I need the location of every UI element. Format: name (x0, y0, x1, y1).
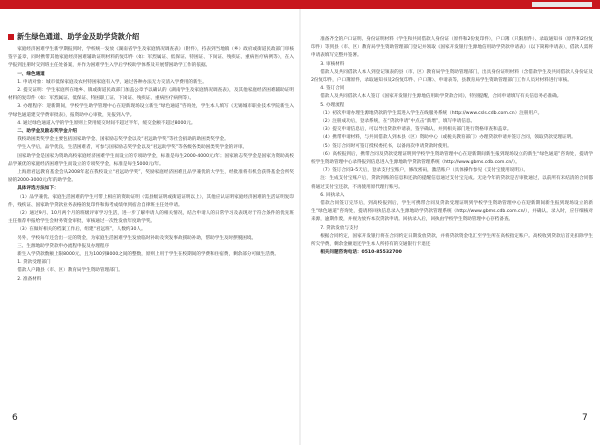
section-title (8, 32, 294, 42)
body-paragraph: （3）提交申请信息后，可以导出贷款申请表，签字确认，并到相关部门进行资格审查和盖章。 (320, 127, 512, 133)
page-number-left: 6 (12, 413, 18, 423)
body-paragraph: 1. 贷款受理部门 (17, 260, 51, 266)
body-paragraph: 另外，学校每年还会出一定的资金，为家庭生活困难学生发放临时补助及突发事故援助补助，帮助学生及时摆脱困境。 (17, 235, 257, 241)
body-paragraph: （3）在做好相关的档案工作后，组建“君远班”，人数约30人。 (17, 227, 146, 233)
body-paragraph: （5）签订合同时可签订授权委托书，以备再次申请贷款时使用。 (320, 143, 452, 149)
left-page (8, 32, 294, 284)
body-paragraph: 借款合同签订完毕后，到高校报到后，学生可携带合同及贷款受理证明到学校学生资助管理中心在迎新期间新生报到现场设立的新生“绿色通道”咨询处，提请将回执信息录入生源地助学贷款管理系统（http://www.gbms.cdb.com.cn/），并确认。录入时，应仔细核对来源，逾期作废，并视为放弃本次贷款申请。回执录入后，回执由学校学生资助管理中心存档备查。 (311, 201, 593, 223)
body-paragraph: 借款人户籍县（市、区）教育局学生资助管理部门。 (17, 268, 123, 274)
body-paragraph: 三、生源地助学贷款申办流程申报及办理程序 (17, 243, 110, 249)
body-paragraph: 6. 回执录入 (320, 192, 345, 198)
body-paragraph: 准备齐全的户口证明、身份证明材料（学生和共同借款人身份证（原件和2份复印件），户口簿（只限原件）、录取通知书（原件和2份复印件）等到县（市、区）教育局学生资助管理部门登记并领取《国家开发银行生源地信用助学贷款申请表》（以下简称申请表），借款人需将申请表填写完整并签署。 (311, 37, 593, 59)
body-paragraph: 5. 办理流程 (320, 102, 345, 108)
body-paragraph: 4. 签订合同 (320, 86, 345, 92)
body-paragraph: （7）签订合同3-5天后，登录支付宝账户，修改密码，激活账户（具体操作参见《支付宝使用说明》）。 (320, 168, 529, 174)
body-paragraph: 2. 准备材料 (17, 276, 42, 282)
header-band-left (0, 0, 300, 9)
left-body-text (8, 46, 294, 284)
highlight-text: 具体评选方法如下： (17, 186, 59, 192)
title-square-icon (8, 34, 14, 40)
page-number-right: 7 (582, 413, 588, 423)
section-heading: 二、助学金及励志奖学金介绍 (17, 129, 77, 135)
body-paragraph: 7. 贷款发放与支付 (320, 225, 359, 231)
body-paragraph: 注：生成支付宝账户后，贷款到账的信息和还款的提醒信息通过支付宝完成。无论今年的贷款是否审批通过，以前所有未结清的合同都将通过支付宝还款，不再使用原代理行账号。 (311, 176, 593, 190)
section-heading: 一、绿色通道 (17, 71, 45, 77)
body-paragraph: （1）品学兼优、家庭生活困难的学生可带上相应的资助证明（需县级证明或街道证明以上），其他应认证明家庭经济困难的生活证明复印件，残疾证、国家助学贷款业务表格的复印件和海考成绩单到宿舍自律班主任处申请。 (8, 194, 294, 208)
body-paragraph: 2. 提交证明：学生家庭所在地乡、镇或街道民政部门加盖公章予以确认的《湖南学生及家庭情况调查表》，及其他家庭经济困难辅助证明材料的复印件（如：军烈属证、低保证、特困职工证、下岗证、残疾证、重病医疗病例等）。 (8, 88, 294, 102)
body-paragraph: 根据合同约定，国家开发银行将在合同约定日期发放贷款，并将贷款资金电汇至学生所在高校指定账户。高校收到贷款后首先扣除学生所欠学费，剩余金额退还学生本人所持有的交通银行卡退还 (311, 233, 593, 248)
right-body-text (311, 36, 593, 257)
body-paragraph: 4. 通过绿色通道入学的学生原则上贷用缓交时间不超过半年，缓交金额不超过8000元。 (17, 120, 196, 126)
body-paragraph: 家庭经济困难学生新学期报到时，学校统一发放《湖南省学生及家庭情况调查表》（附件），持表到当地镇（乡）政府或街道民政部门审核签字盖章，同时携带其他家庭经济困难辅助证明材料的复印件（如：军烈属证、低保证、特困证、下岗证、残疾证、重病医疗病例等），在入学报到注册时交到班主任处备案，并作为困难学生入学后学校助学体系及开展帮困助学工作的依据。 (8, 47, 294, 69)
body-paragraph: 借款人及共同借款人本人签订《国家开发银行生源地信用助学贷款合同》，特别提醒，合同申请填写有关信息务必准确。 (320, 94, 562, 100)
body-paragraph: 我校助困类奖学金主要包括国家助学金、国家励志奖学金以及“君远助学奖”等社会捐助的助困类奖学金。 (17, 137, 229, 143)
body-paragraph: （2）通过9月、10月两个月的班级评审学习生活，进一步了解申请人的相关情况，结合申请人的日常学习及表现对于符合条件的优先班主任推荐申报给学生会财务资金审批，审核通过一次性发放年度助学奖。 (8, 211, 294, 225)
highlight-text: 相关问题咨询电话：0510-85532700 (320, 250, 402, 256)
body-paragraph: （1）初次申请办理生源地贷款的学生需进入学生在线服务系统（http://www.csls.cdb.com.cn）注册用户。 (320, 110, 543, 116)
body-paragraph: （6）高校报到后，携带合同及贷款受理证明到学校学生资助管理中心在迎新期间新生报到现场设立的新生“绿色通道”咨询处，提请学校学生资助管理中心录得报到信息进入生源地助学贷款管理系统（http://www.gbms.cdb.com.cn/）。 (311, 151, 593, 166)
body-paragraph: 1. 申请对象：城市低保家庭及农村特困家庭有入学，通过各种办法无力交清入学费用的新生。 (17, 79, 207, 85)
body-paragraph: （4）携带申请材料，与共同借款人到本县（区）资助中心（或税关教育部门）办理贷款申请并签订合同，领取贷款受理证明。 (320, 135, 576, 141)
body-paragraph: 新生入学贷款数额上限8000元，且为100到8000之间的整数，原则上用于学生在校期间的学费和住宿费，剩余部分可做生活费。 (17, 252, 280, 258)
page-spine (299, 9, 301, 445)
section-title-text: 新生绿色通道、助学金及助学贷款介绍 (17, 31, 140, 41)
body-paragraph: 3. 审核材料 (320, 61, 345, 67)
body-paragraph: 3. 办理程序：迎新期间，学校学生助学管理中心在迎新现场设立新生“绿色通道”咨询处，学生本人填写《无锡城市职业技术学院新生入学绿色通道建交学费审批表》，报资助中心审批，先报到入学。 (8, 104, 294, 118)
body-paragraph: 借款人及共同借款人本人到登记领表的县（市、区）教育局学生资助管理部门，出具身份证明材料（含借款学生及共同借款人身份证及2份复印件，户口簿原件，录取通知书及2份复印件、户口簿）、申请表等，县教育局学生资助管理部门工作人员对材料进行审核。 (311, 69, 593, 84)
right-page (311, 36, 593, 257)
body-paragraph: 学生入学后，品学优良，生活困难者，可参与国家励志奖学金以及“君远助学奖”等各级各类助困类奖学金的评审。 (17, 145, 248, 151)
header-band-right (300, 0, 600, 9)
body-paragraph: （2）注册成功后，登录系统，在“贷款申请”中点击“新增”，填写申请信息。 (320, 119, 476, 125)
body-paragraph: 国家助学金是国家为资助高校家庭经济困难学生而设立的专项助学金，标准是每生2000-4000元/年；国家励志奖学金是国家为资助高校品学兼优的家庭经济困难学生而设立的专项奖学金，标准是每生5000元/年。 (8, 153, 294, 167)
body-paragraph: 上海唐君远教育基金会从2008年起在我校设立“君远助学奖”，奖励家庭经济困难且品学兼优的大学生，经批准将有机会获得基金会所奖励的2000-3000元/年的助学金。 (8, 170, 294, 184)
